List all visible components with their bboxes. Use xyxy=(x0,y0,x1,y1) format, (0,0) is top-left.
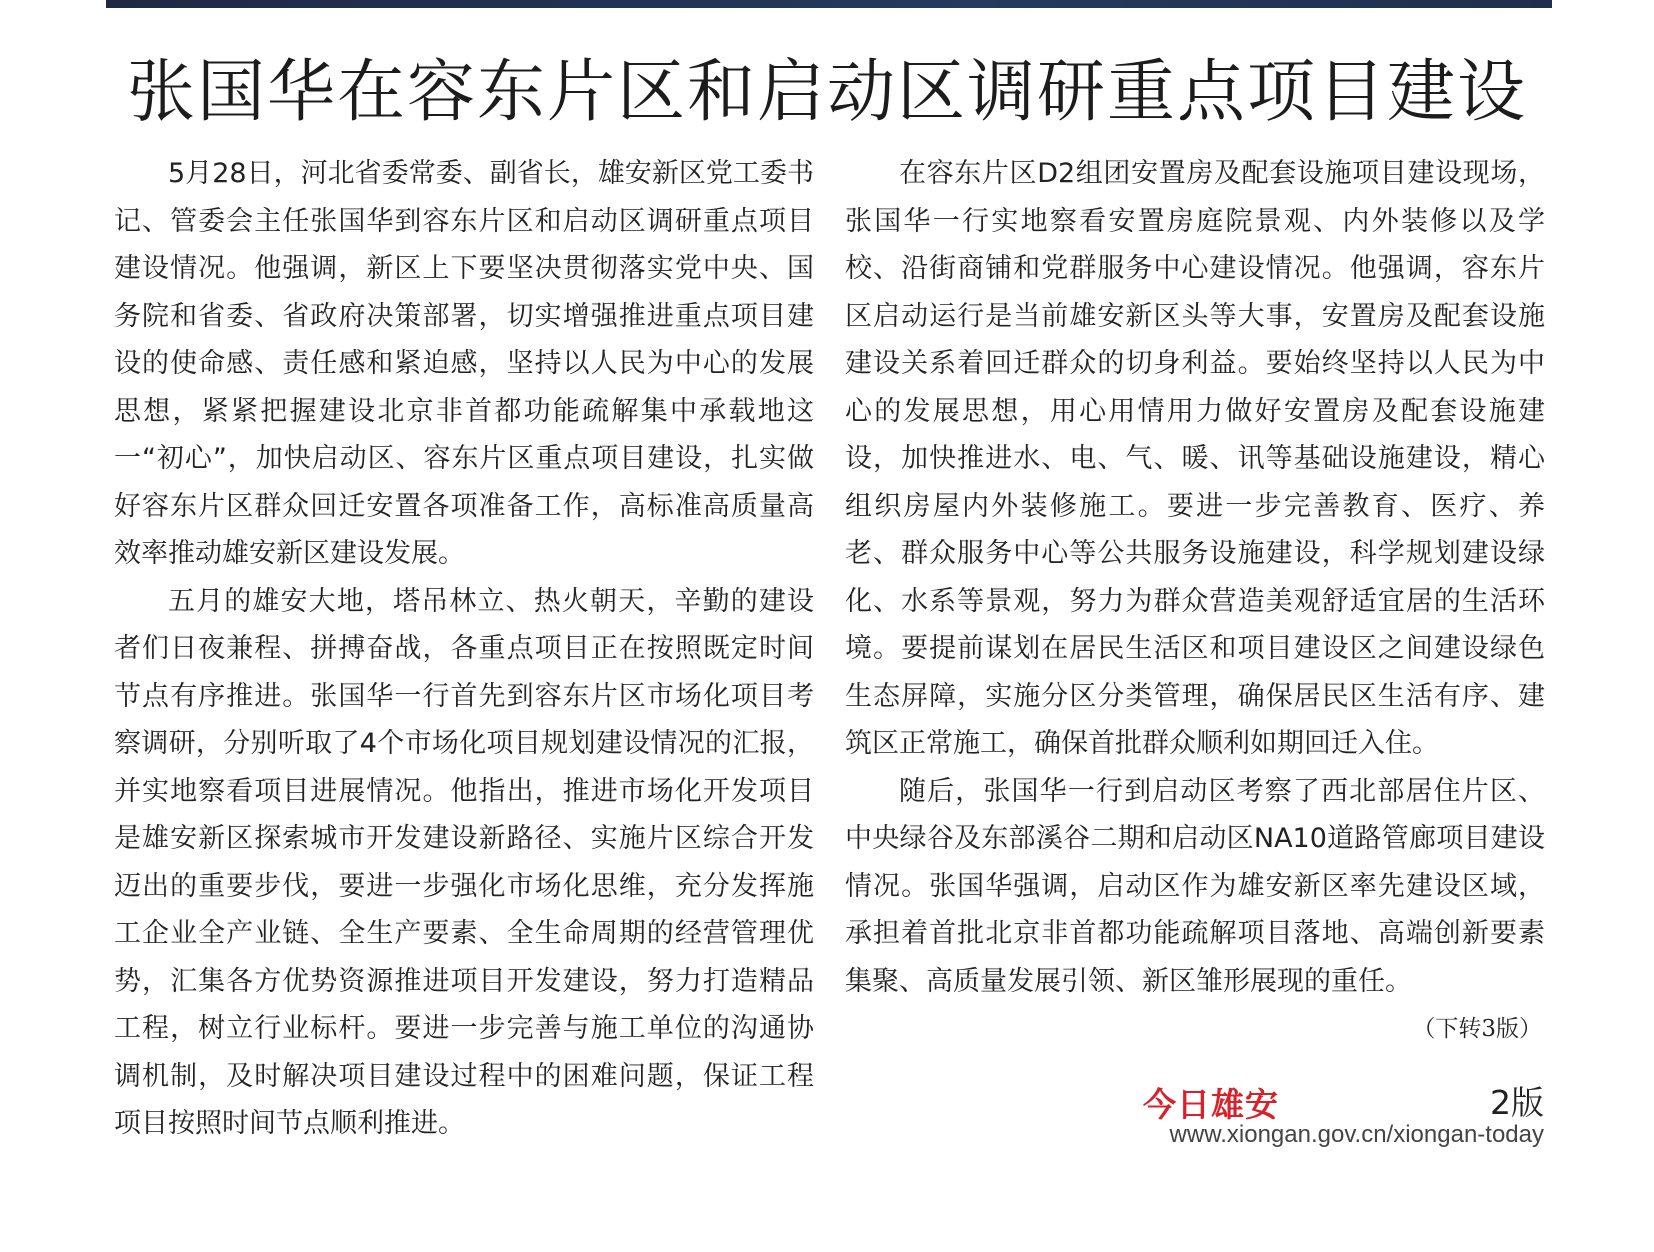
continued-note: （下转3版） xyxy=(1412,1016,1542,1042)
right-column xyxy=(845,150,1545,1005)
site-url-link[interactable]: www.xiongan.gov.cn/xiongan-today xyxy=(1169,1121,1544,1148)
headline: 张国华在容东片区和启动区调研重点项目建设 xyxy=(126,53,1527,132)
masthead-logo: 今日雄安 xyxy=(1143,1085,1279,1124)
left-paragraph-1: 5月28日，河北省委常委、副省长，雄安新区党工委书记、管委会主任张国华到容东片区和启动区调研重点项目建设情况。他强调，新区上下要坚决贯彻落实党中央、国务院和省委、省政府决策部署，切实增强推进重点项目建设的使命感、责任感和紧迫感，坚持以人民为中心的发展思想，紧紧把握建设北京非首都功能疏解集中承载地这一“初心”，加快启动区、容东片区重点项目建设，扎实做好容东片区群众回迁安置各项准备工作，高标准高质量高效率推动雄安新区建设发展。 xyxy=(114,158,814,569)
left-column xyxy=(114,150,814,1148)
right-paragraph-1: 在容东片区D2组团安置房及配套设施项目建设现场，张国华一行实地察看安置房庭院景观、内外装修以及学校、沿街商铺和党群服务中心建设情况。他强调，容东片区启动运行是当前雄安新区头等大事，安置房及配套设施建设关系着回迁群众的切身利益。要始终坚持以人民为中心的发展思想，用心用情用力做好安置房及配套设施建设，加快推进水、电、气、暖、讯等基础设施建设，精心组织房屋内外装修施工。要进一步完善教育、医疗、养老、群众服务中心等公共服务设施建设，科学规划建设绿化、水系等景观，努力为群众营造美观舒适宜居的生活环境。要提前谋划在居民生活区和项目建设区之间建设绿色生态屏障，实施分区分类管理，确保居民区生活有序、建筑区正常施工，确保首批群众顺利如期回迁入住。 xyxy=(845,158,1545,759)
left-paragraph-2: 五月的雄安大地，塔吊林立、热火朝天，辛勤的建设者们日夜兼程、拼搏奋战，各重点项目正在按照既定时间节点有序推进。张国华一行首先到容东片区市场化项目考察调研，分别听取了4个市场化项目规划建设情况的汇报，并实地察看项目进展情况。他指出，推进市场化开发项目是雄安新区探索城市开发建设新路径、实施片区综合开发迈出的重要步伐，要进一步强化市场化思维，充分发挥施工企业全产业链、全生产要素、全生命周期的经营管理优势，汇集各方优势资源推进项目开发建设，努力打造精品工程，树立行业标杆。要进一步完善与施工单位的沟通协调机制，及时解决项目建设过程中的困难问题，保证工程项目按照时间节点顺利推进。 xyxy=(114,585,814,1139)
top-rule xyxy=(106,0,1552,8)
page-number: 2版 xyxy=(1490,1083,1544,1122)
right-paragraph-2: 随后，张国华一行到启动区考察了西北部居住片区、中央绿谷及东部溪谷二期和启动区NA10道路管廊项目建设情况。张国华强调，启动区作为雄安新区率先建设区域，承担着首批北京非首都功能疏解项目落地、高端创新要素集聚、高质量发展引领、新区雏形展现的重任。 xyxy=(845,775,1545,997)
